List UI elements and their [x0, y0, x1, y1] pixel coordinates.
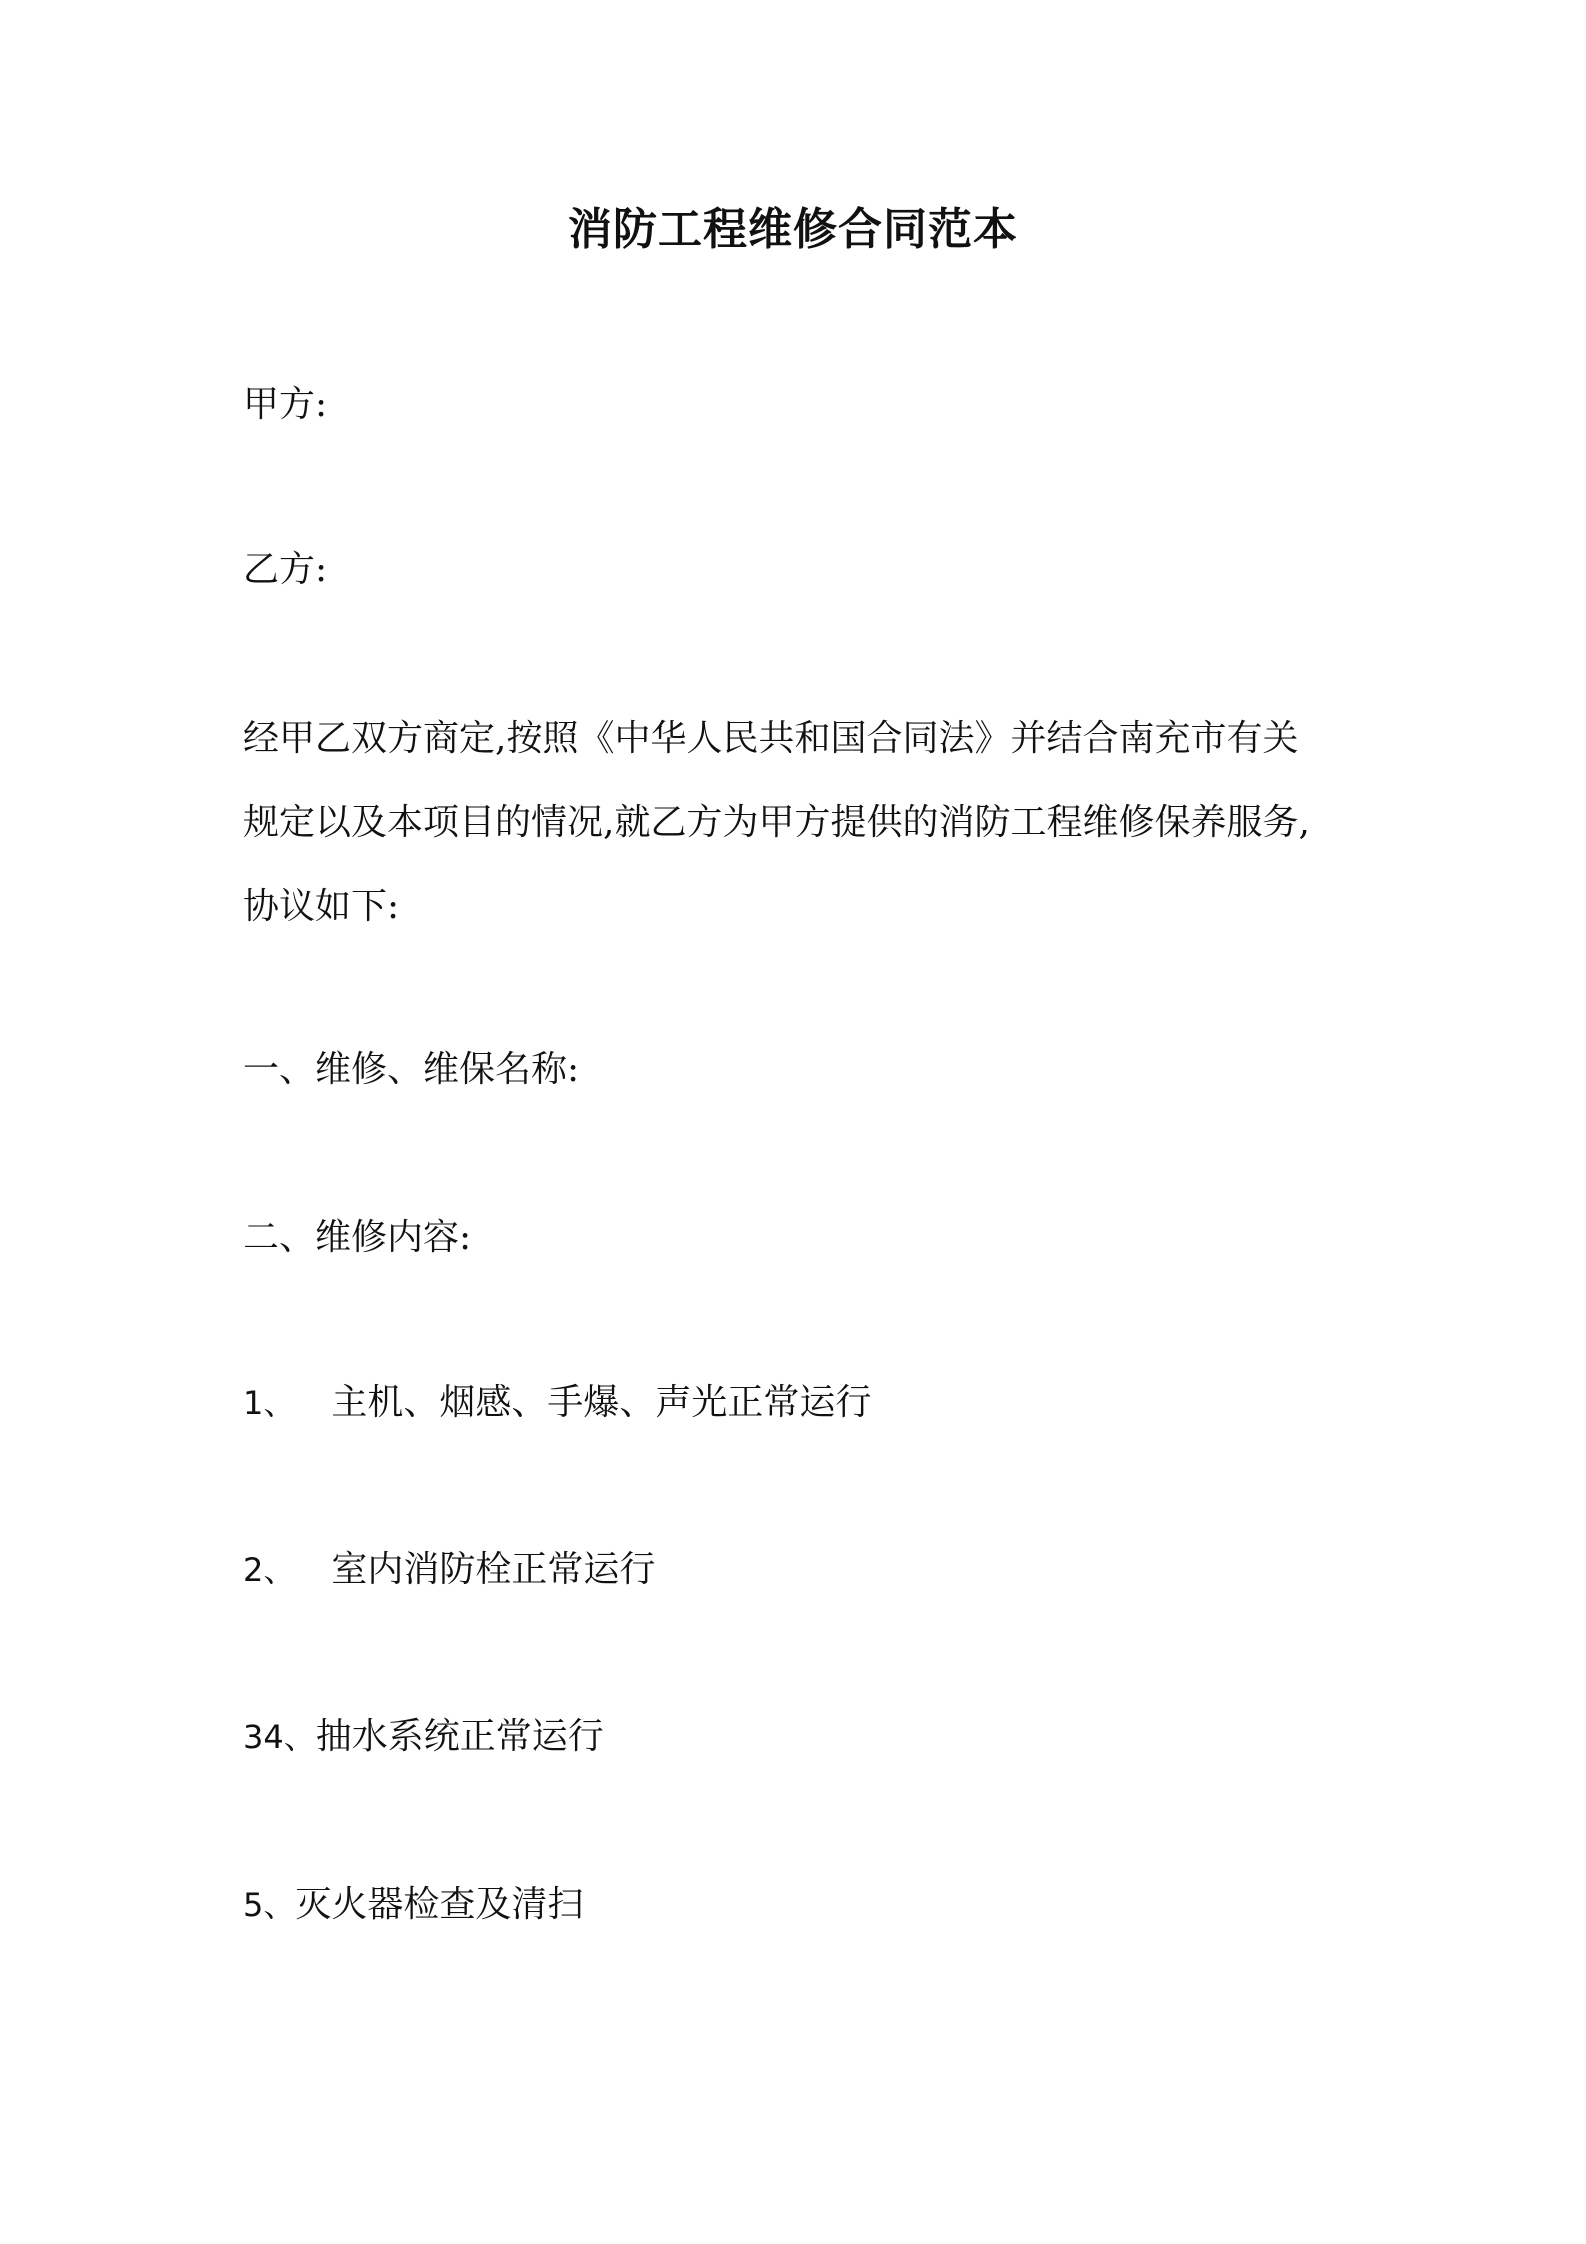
- list-item-text: 灭火器检查及清扫: [295, 1884, 584, 1925]
- party-a-label: 甲方:: [243, 384, 328, 425]
- list-item-text: 室内消防栓正常运行: [331, 1549, 656, 1590]
- intro-line-2: 规定以及本项目的情况,就乙方为甲方提供的消防工程维修保养服务,: [243, 802, 1310, 843]
- list-item-number: 1、: [243, 1384, 296, 1422]
- list-item: [243, 1712, 604, 1762]
- list-item: [243, 1545, 655, 1595]
- intro-line-1: 经甲乙双方商定,按照《中华人民共和国合同法》并结合南充市有关: [243, 718, 1299, 759]
- list-item-text: 主机、烟感、手爆、声光正常运行: [331, 1382, 872, 1423]
- list-item: [243, 1378, 871, 1428]
- list-item-number: 34、: [243, 1718, 316, 1756]
- list-item: [243, 1880, 583, 1930]
- list-item-number: 2、: [243, 1551, 296, 1589]
- section-maintenance-name: 一、维修、维保名称:: [243, 1049, 580, 1090]
- intro-line-3: 协议如下:: [243, 886, 400, 927]
- list-item-number: 5、: [243, 1886, 296, 1924]
- party-b-label: 乙方:: [243, 549, 328, 590]
- section-maintenance-content: 二、维修内容:: [243, 1217, 472, 1258]
- intro-paragraph: [243, 697, 1353, 949]
- list-item-text: 抽水系统正常运行: [315, 1716, 604, 1757]
- document-title: 消防工程维修合同范本: [568, 204, 1018, 255]
